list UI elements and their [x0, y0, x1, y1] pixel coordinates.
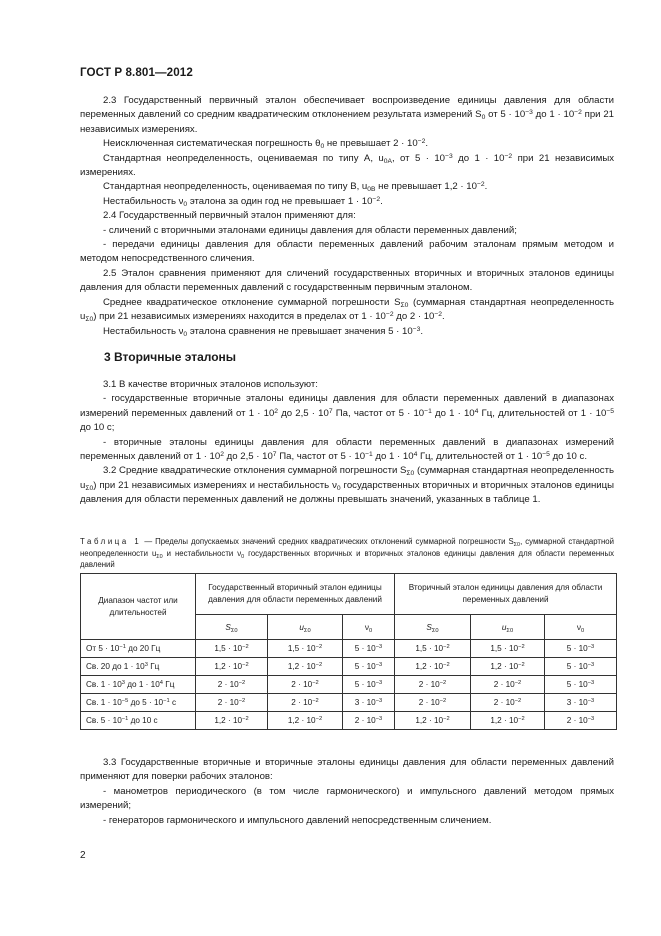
- table-row: [81, 712, 617, 730]
- list-item-transfer: - передачи единицы давления для области переменных давлений рабочим эталонам прямым методом и методом непосредственного сличения.: [80, 239, 614, 265]
- list-item-manometers: - манометров периодического (в том числе гармонического) и импульсного давлений методом прямых измерений;: [80, 785, 614, 812]
- cell-value: $2 \cdot 10^{-3}$: [545, 712, 617, 730]
- cell-range: Св. $1 \cdot 10^{-5}$ до $5 \cdot 10^{-1}$ с: [81, 694, 196, 712]
- cell-value: $1,2 \cdot 10^{-2}$: [196, 712, 268, 730]
- page-number: 2: [80, 850, 86, 861]
- para-uncertainty-a: Стандартная неопределенность, оцениваемая по типу А, $u_{0A}$, от $5 \cdot 10^{-3}$ до $1 \cdot 10^{-2}$ при 21 независимых измерениях.: [80, 152, 615, 179]
- col-header-u: $u_{\Sigma 0}$: [268, 615, 343, 640]
- cell-range: Св. $1 \cdot 10^3$ до $1 \cdot 10^4$ Гц: [81, 676, 196, 694]
- cell-value: $3 \cdot 10^{-3}$: [545, 694, 617, 712]
- cell-value: $2 \cdot 10^{-3}$: [343, 712, 395, 730]
- para-3-1: 3.1 В качестве вторичных эталонов используют:: [103, 379, 318, 390]
- table-caption: Таблица 1 — Пределы допускаемых значений средних квадратических отклонений суммарной погрешности $S_{\Sigma 0}$, суммарной стандартной неопределенности $u_{\Sigma 0}$ и нестабильности $\nu_0$ государственных вторичных и вторичных эталонов единицы давления для области переменных давлений: [80, 537, 614, 570]
- cell-range: От $5 \cdot 10^{-1}$ до 20 Гц: [81, 640, 196, 658]
- cell-value: $2 \cdot 10^{-2}$: [395, 694, 471, 712]
- para-2-4: 2.4 Государственный первичный эталон применяют для:: [103, 210, 356, 222]
- col-header-state-secondary: Государственный вторичный эталон единицы давления для области переменных давлений: [196, 574, 395, 615]
- cell-value: $2 \cdot 10^{-2}$: [196, 676, 268, 694]
- col-header-range: Диапазон частот или длительностей: [81, 574, 196, 640]
- cell-value: $1,2 \cdot 10^{-2}$: [268, 712, 343, 730]
- cell-value: $5 \cdot 10^{-3}$: [545, 658, 617, 676]
- cell-value: $5 \cdot 10^{-3}$: [343, 640, 395, 658]
- cell-value: $1,2 \cdot 10^{-2}$: [196, 658, 268, 676]
- cell-range: Св. $5 \cdot 10^{-1}$ до 10 с: [81, 712, 196, 730]
- list-item-generators: - генераторов гармонического и импульсного давлений непосредственным сличением.: [103, 814, 492, 826]
- cell-value: $2 \cdot 10^{-2}$: [471, 694, 545, 712]
- cell-value: $1,2 \cdot 10^{-2}$: [471, 658, 545, 676]
- cell-value: $5 \cdot 10^{-3}$: [545, 640, 617, 658]
- para-3-3: 3.3 Государственные вторичные и вторичные эталоны единицы давления для области переменных давлений применяют для поверки рабочих эталонов:: [80, 757, 614, 783]
- para-uncertainty-b: Стандартная неопределенность, оцениваемая по типу В, $u_{0B}$ не превышает $1,2 \cdot 10^{-2}$.: [103, 181, 488, 194]
- para-2-3: 2.3 Государственный первичный эталон обеспечивает воспроизведение единицы давления для области переменных давлений со средним квадратическим отклонением результата измерений $S_0$ от $5 \cdot 10^{-3}$ до $1 \cdot 10^{-2}$ при 21 независимых измерениях.: [80, 95, 614, 135]
- col-header-v: $\nu_0$: [545, 615, 617, 640]
- col-header-s: $S_{\Sigma 0}$: [395, 615, 471, 640]
- col-header-s: $S_{\Sigma 0}$: [196, 615, 268, 640]
- table-row: [81, 640, 617, 658]
- list-item-secondary: - вторичные эталоны единицы давления для области переменных давлений в диапазонах измерений переменных давлений от $1 \cdot 10^2$ до $2,5 \cdot 10^7$ Па, частот от $5 \cdot 10^{-1}$ до $1 \cdot 10^4$ Гц, длительностей от $1 \cdot 10^{-5}$ до 10 с.: [80, 436, 614, 463]
- cell-value: $5 \cdot 10^{-3}$: [343, 658, 395, 676]
- section-2-text: [80, 94, 614, 339]
- list-item-state-secondary: - государственные вторичные эталоны единицы давления для области переменных давлений в диапазонах измерений переменных давлений от $1 \cdot 10^2$ до $2,5 \cdot 10^7$ Па, частот от $5 \cdot 10^{-1}$ до $1 \cdot 10^4$ Гц, длительностей от $1 \cdot 10^{-5}$ до 10 с;: [80, 393, 615, 434]
- cell-value: $1,5 \cdot 10^{-2}$: [395, 640, 471, 658]
- list-item-comparisons: - сличений с вторичными эталонами единицы давления для области переменных давлений;: [103, 224, 517, 236]
- para-instability: Нестабильность $\nu_0$ эталона за один год не превышает $1 \cdot 10^{-2}$.: [103, 195, 383, 208]
- cell-value: $1,2 \cdot 10^{-2}$: [268, 658, 343, 676]
- col-header-u: $u_{\Sigma 0}$: [471, 615, 545, 640]
- cell-value: $2 \cdot 10^{-2}$: [196, 694, 268, 712]
- cell-value: $5 \cdot 10^{-3}$: [545, 676, 617, 694]
- col-header-secondary: Вторичный эталон единицы давления для области переменных давлений: [395, 574, 617, 615]
- cell-value: $1,2 \cdot 10^{-2}$: [471, 712, 545, 730]
- cell-value: $1,5 \cdot 10^{-2}$: [471, 640, 545, 658]
- cell-value: $1,2 \cdot 10^{-2}$: [395, 658, 471, 676]
- cell-value: $1,5 \cdot 10^{-2}$: [268, 640, 343, 658]
- section-3-text: [80, 378, 614, 508]
- cell-value: $2 \cdot 10^{-2}$: [395, 676, 471, 694]
- cell-range: Св. 20 до $1 \cdot 10^3$ Гц: [81, 658, 196, 676]
- section-3-heading: 3 Вторичные эталоны: [104, 350, 237, 364]
- cell-value: $3 \cdot 10^{-3}$: [343, 694, 395, 712]
- section-3-3-text: [80, 756, 614, 828]
- cell-value: $2 \cdot 10^{-2}$: [268, 676, 343, 694]
- doc-header: ГОСТ Р 8.801—2012: [80, 66, 193, 79]
- cell-value: $5 \cdot 10^{-3}$: [343, 676, 395, 694]
- cell-value: $2 \cdot 10^{-2}$: [268, 694, 343, 712]
- table-row: [81, 658, 617, 676]
- table-row: [81, 676, 617, 694]
- para-instability-compare: Нестабильность $\nu_0$ эталона сравнения не превышает значения $5 \cdot 10^{-3}$.: [103, 325, 424, 338]
- para-systematic-error: Неисключенная систематическая погрешность $\theta_0$ не превышает $2 \cdot 10^{-2}$.: [103, 138, 429, 151]
- cell-value: $1,2 \cdot 10^{-2}$: [395, 712, 471, 730]
- limits-table: [80, 573, 617, 730]
- cell-value: $1,5 \cdot 10^{-2}$: [196, 640, 268, 658]
- para-total-error: Среднее квадратическое отклонение суммарной погрешности $S_{\Sigma 0}$ (суммарная стандартная неопределенность $u_{\Sigma 0}$) при 21 независимых измерениях находится в пределах от $1 \cdot 10^{-2}$ до $2 \cdot 10^{-2}$.: [80, 296, 614, 324]
- col-header-v: $\nu_0$: [343, 615, 395, 640]
- para-2-5: 2.5 Эталон сравнения применяют для сличений государственных вторичных и вторичных эталонов единицы давления для области переменных давлений с государственным первичным эталоном.: [80, 267, 614, 294]
- para-3-2: 3.2 Средние квадратические отклонения суммарной погрешности $S_{\Sigma 0}$ (суммарная стандартная неопределенность $u_{\Sigma 0}$) при 21 независимых измерениях и нестабильность $\nu_0$ государственных вторичных и вторичных эталонов единицы давления для области переменных давлений не должны превышать значений, указанных в таблице 1.: [80, 465, 614, 506]
- table-row: [81, 694, 617, 712]
- cell-value: $2 \cdot 10^{-2}$: [471, 676, 545, 694]
